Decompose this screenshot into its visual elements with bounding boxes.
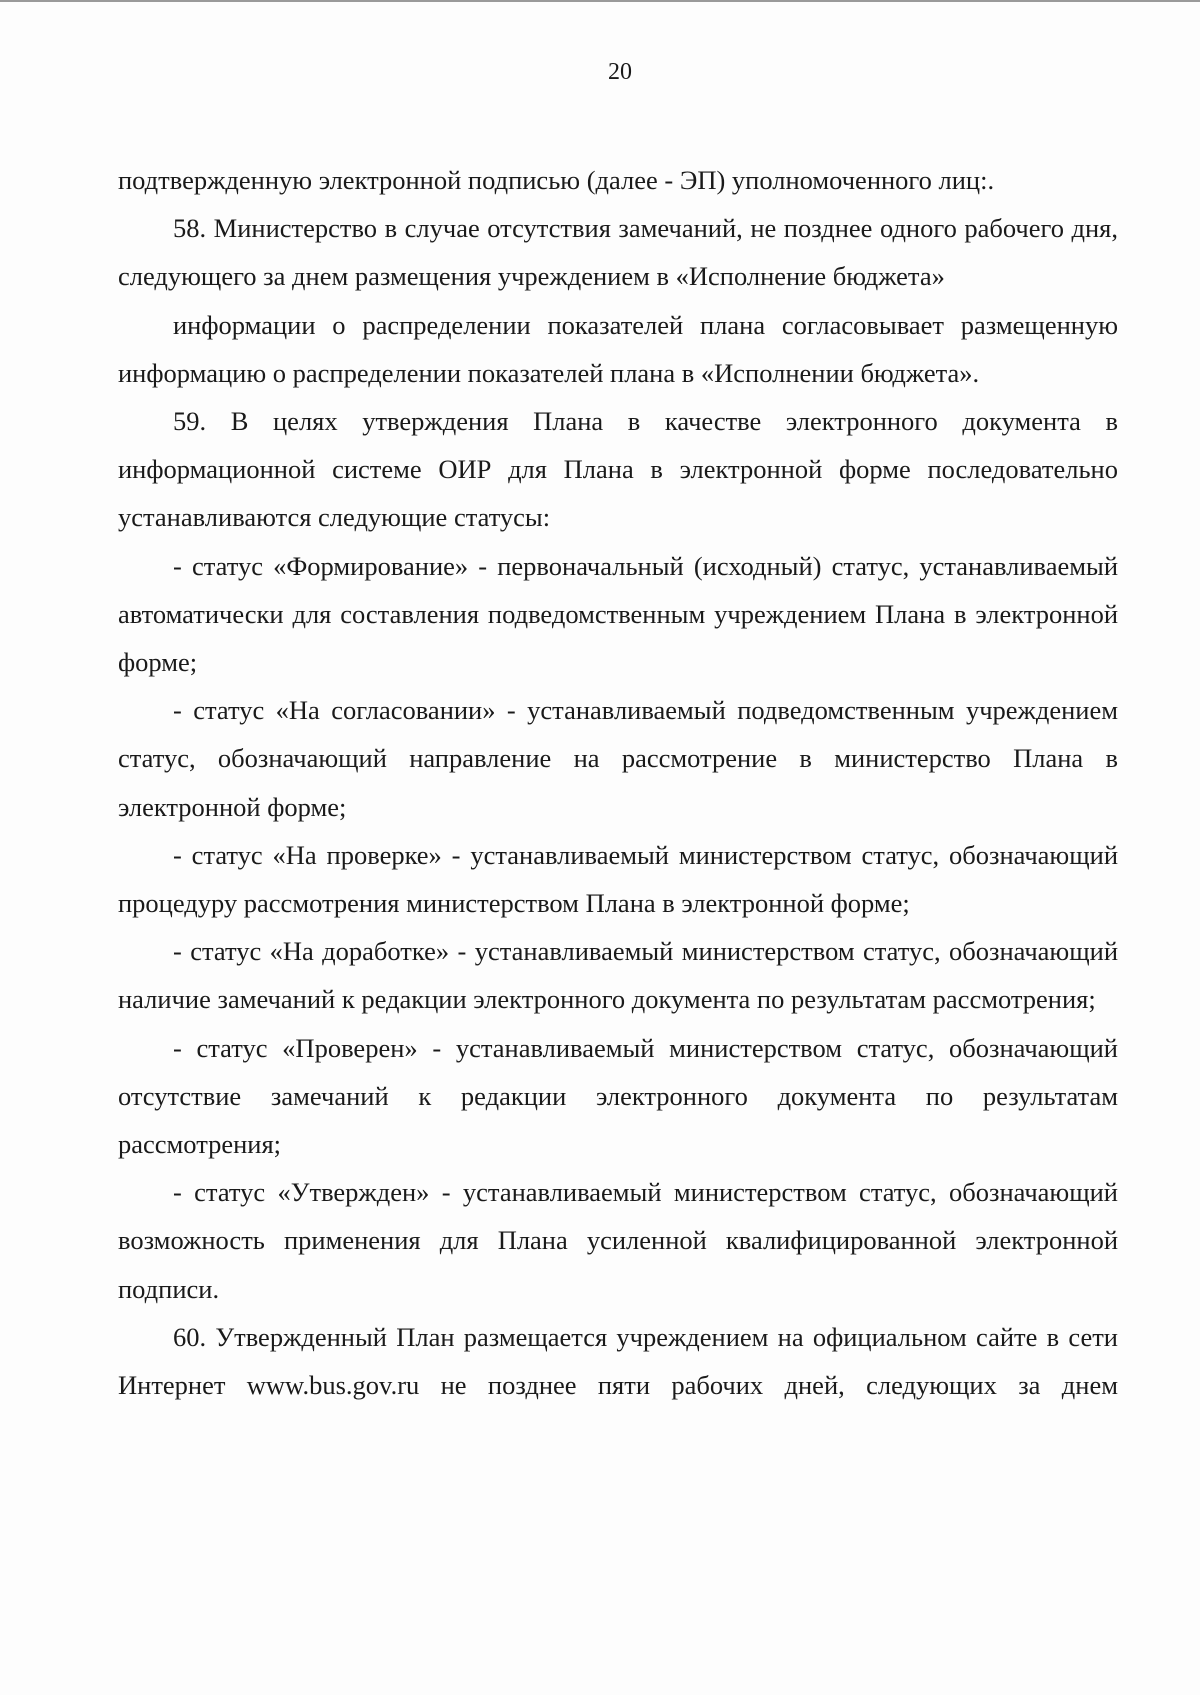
status-item-proveren: - статус «Проверен» - устанавливаемый министерством статус, обозначающий отсутствие замечаний к редакции электронного документа по результатам рассмотрения;: [118, 1032, 1118, 1160]
page-top-edge: [0, 0, 1200, 2]
paragraph-continuation: подтвержденную электронной подписью (далее - ЭП) уполномоченного лиц:.: [118, 165, 995, 195]
paragraph-60: 60. Утвержденный План размещается учреждением на официальном сайте в сети Интернет www.bus.gov.ru не позднее пяти рабочих дней, следующих за днем: [118, 1321, 1118, 1401]
document-body: [118, 156, 1118, 1409]
paragraph-58: 58. Министерство в случае отсутствия замечаний, не позднее одного рабочего дня, следующего за днем размещения учреждением в «Исполнение бюджета»: [118, 213, 1118, 292]
paragraph-59: 59. В целях утверждения Плана в качестве электронного документа в информационной системе ОИР для Плана в электронной форме последовательно устанавливаются следующие статусы:: [118, 406, 1118, 533]
page-number: 20: [608, 59, 632, 85]
status-item-na-soglasovanii: - статус «На согласовании» - устанавливаемый подведомственным учреждением статус, обозначающий направление на рассмотрение в министерство Плана в электронной форме;: [118, 695, 1118, 822]
status-item-na-proverke: - статус «На проверке» - устанавливаемый министерством статус, обозначающий процедуру рассмотрения министерством Плана в электронной форме;: [118, 839, 1118, 919]
paragraph-58-continued: информации о распределении показателей плана согласовывает размещенную информацию о распределении показателей плана в «Исполнении бюджета».: [118, 309, 1118, 388]
status-item-formirovanie: - статус «Формирование» - первоначальный (исходный) статус, устанавливаемый автоматически для составления подведомственным учреждением Плана в электронной форме;: [118, 550, 1118, 678]
status-item-na-dorabotke: - статус «На доработке» - устанавливаемый министерством статус, обозначающий наличие замечаний к редакции электронного документа по результатам рассмотрения;: [118, 936, 1118, 1015]
status-item-utverzhden: - статус «Утвержден» - устанавливаемый министерством статус, обозначающий возможность применения для Плана усиленной квалифицированной электронной подписи.: [118, 1177, 1118, 1304]
